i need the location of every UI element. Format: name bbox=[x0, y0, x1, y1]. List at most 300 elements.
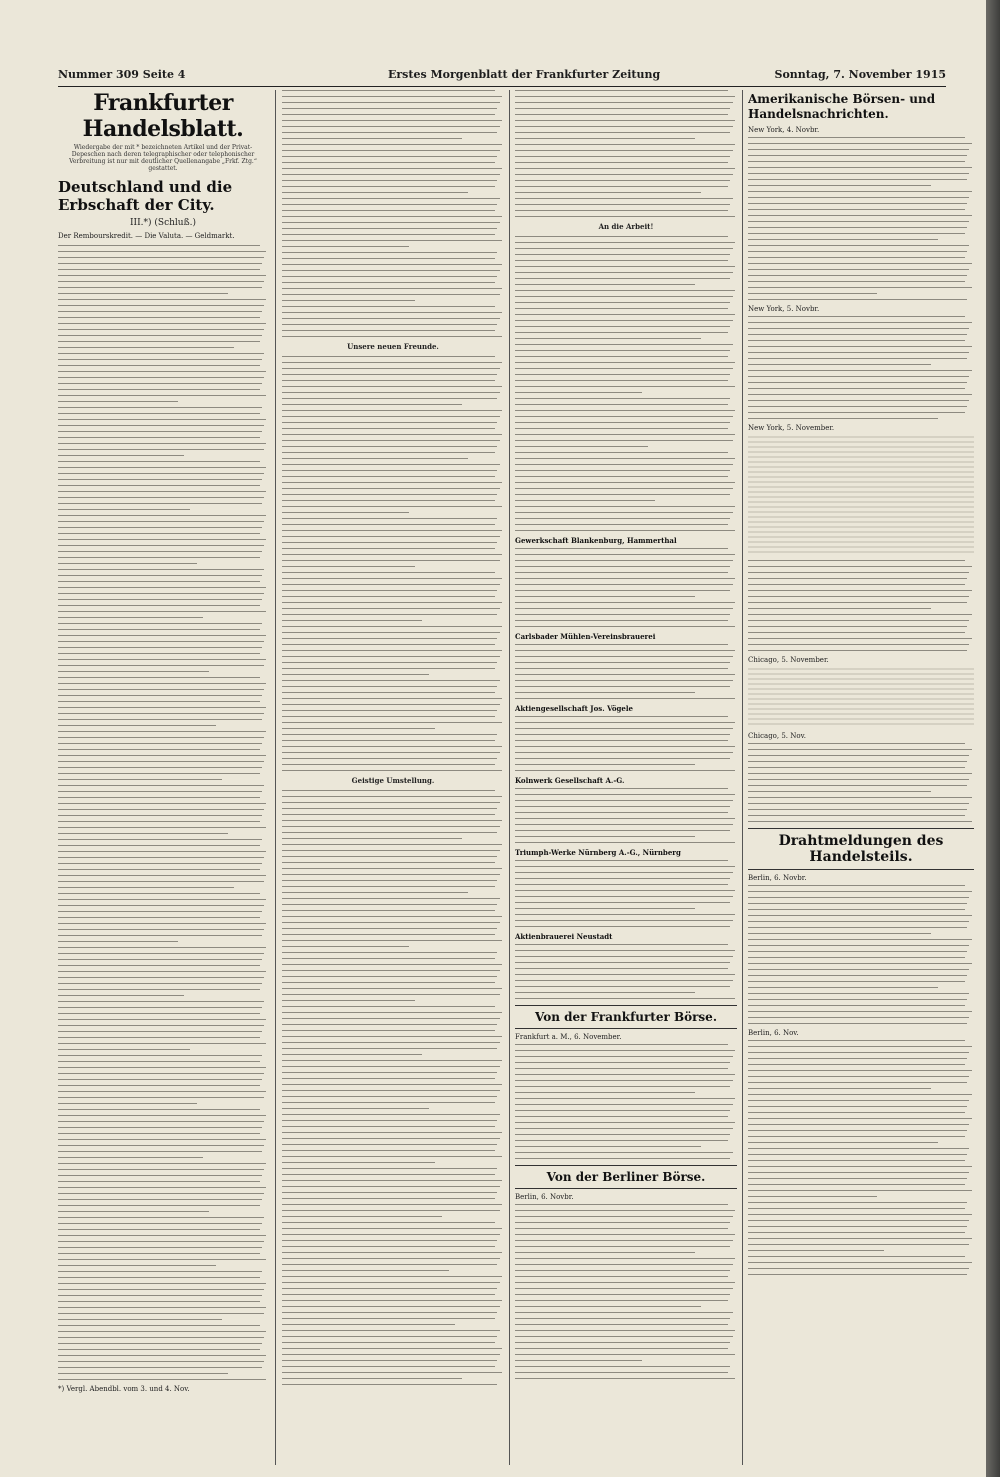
text-line bbox=[58, 743, 262, 744]
market-report bbox=[515, 1044, 737, 1159]
text-line bbox=[58, 911, 262, 912]
text-line bbox=[282, 874, 500, 875]
text-line bbox=[282, 482, 502, 483]
text-line bbox=[282, 1336, 497, 1337]
text-line bbox=[748, 1256, 965, 1257]
market-report bbox=[748, 743, 974, 822]
text-line bbox=[515, 1152, 733, 1153]
text-line bbox=[282, 572, 495, 573]
market-report bbox=[515, 1204, 737, 1379]
text-line bbox=[515, 926, 730, 927]
text-line bbox=[58, 815, 262, 816]
text-line bbox=[58, 467, 266, 468]
text-line bbox=[282, 826, 500, 827]
text-line bbox=[748, 626, 967, 627]
text-line bbox=[515, 506, 735, 507]
section-heading: An die Arbeit! bbox=[598, 222, 654, 231]
text-line bbox=[515, 746, 735, 747]
text-line bbox=[515, 1324, 728, 1325]
text-line bbox=[515, 692, 695, 693]
text-line bbox=[282, 584, 500, 585]
text-line bbox=[748, 761, 967, 762]
text-line bbox=[58, 1295, 262, 1296]
dateline: Frankfurt a. M., 6. November. bbox=[515, 1033, 622, 1041]
text-line bbox=[58, 941, 178, 942]
text-line bbox=[282, 440, 500, 441]
dateline: Chicago, 5. Nov. bbox=[748, 732, 806, 740]
newspaper-name: Erstes Morgenblatt der Frankfurter Zeitung bbox=[388, 68, 661, 81]
text-line bbox=[748, 382, 967, 383]
text-line bbox=[282, 1126, 495, 1127]
text-line bbox=[282, 494, 497, 495]
text-line bbox=[515, 344, 733, 345]
text-line bbox=[58, 869, 260, 870]
text-line bbox=[748, 975, 967, 976]
text-line bbox=[282, 336, 502, 337]
text-line bbox=[58, 1193, 264, 1194]
text-line bbox=[515, 1330, 735, 1331]
text-line bbox=[515, 530, 735, 531]
text-line bbox=[58, 833, 228, 834]
text-line bbox=[58, 521, 264, 522]
text-line bbox=[282, 294, 500, 295]
text-line bbox=[515, 914, 735, 915]
text-line bbox=[282, 940, 502, 941]
text-line bbox=[58, 1379, 266, 1380]
market-report bbox=[748, 560, 974, 651]
text-line bbox=[282, 126, 500, 127]
text-line bbox=[748, 263, 972, 264]
text-line bbox=[748, 578, 967, 579]
text-line bbox=[515, 920, 733, 921]
text-line bbox=[515, 554, 735, 555]
text-line bbox=[282, 898, 500, 899]
text-line bbox=[515, 1312, 733, 1313]
text-line bbox=[58, 1115, 266, 1116]
text-line bbox=[748, 1238, 972, 1239]
text-line bbox=[748, 915, 972, 916]
text-line bbox=[515, 386, 735, 387]
text-line bbox=[748, 1094, 972, 1095]
text-line bbox=[748, 897, 969, 898]
text-line bbox=[515, 120, 735, 121]
text-line bbox=[282, 422, 497, 423]
text-line bbox=[748, 1226, 967, 1227]
text-line bbox=[58, 275, 266, 276]
column-1 bbox=[58, 90, 268, 1465]
text-line bbox=[58, 1013, 260, 1014]
text-line bbox=[282, 1210, 500, 1211]
text-line bbox=[748, 566, 972, 567]
text-line bbox=[748, 251, 967, 252]
text-line bbox=[748, 1130, 967, 1131]
text-line bbox=[748, 933, 931, 934]
text-line bbox=[515, 764, 695, 765]
text-line bbox=[515, 314, 735, 315]
text-line bbox=[282, 808, 497, 809]
text-line bbox=[515, 602, 735, 603]
text-line bbox=[748, 903, 967, 904]
text-line bbox=[515, 368, 733, 369]
text-line bbox=[748, 394, 972, 395]
article-title: Deutschland und die Erbschaft der City. bbox=[58, 178, 233, 214]
text-line bbox=[748, 779, 969, 780]
section-heading: Geistige Umstellung. bbox=[351, 776, 435, 785]
text-line bbox=[282, 1342, 495, 1343]
text-line bbox=[748, 143, 972, 144]
text-line bbox=[748, 614, 972, 615]
text-line bbox=[282, 1174, 495, 1175]
text-line bbox=[515, 272, 733, 273]
text-line bbox=[515, 998, 735, 999]
text-line bbox=[58, 1307, 266, 1308]
text-line bbox=[515, 830, 730, 831]
text-line bbox=[58, 497, 264, 498]
text-line bbox=[282, 602, 502, 603]
text-line bbox=[282, 300, 415, 301]
text-line bbox=[748, 1274, 967, 1275]
text-line bbox=[282, 1120, 497, 1121]
text-line bbox=[515, 362, 735, 363]
text-line bbox=[515, 680, 733, 681]
text-line bbox=[515, 1086, 730, 1087]
text-line bbox=[58, 377, 264, 378]
text-line bbox=[282, 886, 495, 887]
text-line bbox=[748, 584, 965, 585]
text-line bbox=[282, 1180, 502, 1181]
text-line bbox=[282, 880, 497, 881]
text-line bbox=[282, 1006, 495, 1007]
company-heading: Aktiengesellschaft Jos. Vögele bbox=[515, 704, 634, 713]
company-report bbox=[515, 644, 737, 699]
text-line bbox=[515, 1074, 735, 1075]
text-line bbox=[515, 716, 728, 717]
text-line bbox=[748, 167, 972, 168]
text-line bbox=[58, 587, 266, 588]
text-line bbox=[515, 962, 730, 963]
text-line bbox=[515, 734, 730, 735]
text-line bbox=[282, 1258, 500, 1259]
text-line bbox=[58, 857, 264, 858]
text-line bbox=[748, 287, 972, 288]
text-line bbox=[282, 1252, 502, 1253]
text-line bbox=[58, 353, 264, 354]
text-line bbox=[58, 929, 264, 930]
text-line bbox=[748, 927, 967, 928]
text-line bbox=[515, 296, 733, 297]
text-line bbox=[58, 1187, 266, 1188]
article-part: III.*) (Schluß.) bbox=[130, 218, 196, 228]
text-line bbox=[515, 1306, 701, 1307]
text-line bbox=[282, 964, 502, 965]
text-line bbox=[515, 470, 730, 471]
text-line bbox=[282, 892, 468, 893]
text-line bbox=[58, 791, 262, 792]
text-line bbox=[58, 365, 260, 366]
text-line bbox=[282, 1318, 495, 1319]
text-line bbox=[282, 1240, 497, 1241]
text-line bbox=[58, 935, 262, 936]
text-line bbox=[515, 578, 735, 579]
text-line bbox=[282, 392, 500, 393]
text-line bbox=[515, 1210, 735, 1211]
text-line bbox=[58, 413, 260, 414]
text-line bbox=[748, 293, 877, 294]
text-line bbox=[748, 1160, 965, 1161]
text-line bbox=[282, 488, 500, 489]
text-line bbox=[282, 318, 500, 319]
text-line bbox=[515, 1080, 733, 1081]
text-line bbox=[515, 126, 733, 127]
text-line bbox=[515, 90, 728, 91]
text-line bbox=[58, 581, 260, 582]
text-line bbox=[58, 719, 262, 720]
text-line bbox=[515, 884, 728, 885]
text-line bbox=[58, 1349, 260, 1350]
text-line bbox=[58, 1169, 264, 1170]
dateline: Berlin, 6. Nov. bbox=[748, 1029, 799, 1037]
text-line bbox=[282, 1300, 502, 1301]
text-line bbox=[58, 1079, 262, 1080]
text-line bbox=[515, 434, 735, 435]
text-line bbox=[282, 994, 500, 995]
text-line bbox=[748, 173, 969, 174]
text-line bbox=[748, 987, 938, 988]
text-line bbox=[58, 629, 260, 630]
text-line bbox=[748, 257, 965, 258]
text-line bbox=[58, 1337, 264, 1338]
text-line bbox=[282, 698, 502, 699]
column-2 bbox=[282, 90, 504, 1465]
text-line bbox=[58, 1205, 260, 1206]
text-line bbox=[515, 836, 695, 837]
company-heading: Carlsbader Mühlen-Vereinsbrauerei bbox=[515, 632, 656, 641]
text-line bbox=[748, 1052, 969, 1053]
article-body bbox=[282, 90, 504, 337]
text-line bbox=[282, 982, 495, 983]
text-line bbox=[748, 1023, 967, 1024]
text-line bbox=[748, 1136, 965, 1137]
text-line bbox=[748, 909, 965, 910]
text-line bbox=[282, 458, 468, 459]
text-line bbox=[748, 376, 969, 377]
text-line bbox=[515, 524, 728, 525]
reprint-notice: Wiedergabe der mit * bezeichneten Artikel und der Privat-Depeschen nach deren telegraphischer oder telephonischer Verbreitung ist nur mit deutlicher Quellenangabe „Frkf. Ztg.“ gestattet. bbox=[69, 144, 257, 172]
text-line bbox=[282, 368, 500, 369]
text-line bbox=[515, 138, 695, 139]
text-line bbox=[748, 275, 967, 276]
header-rule bbox=[58, 86, 946, 87]
text-line bbox=[515, 806, 730, 807]
text-line bbox=[58, 1277, 260, 1278]
text-line bbox=[748, 773, 972, 774]
text-line bbox=[515, 428, 728, 429]
text-line bbox=[515, 266, 735, 267]
text-line bbox=[515, 674, 735, 675]
text-line bbox=[282, 856, 497, 857]
text-line bbox=[282, 716, 495, 717]
text-line bbox=[282, 1168, 497, 1169]
text-line bbox=[58, 431, 262, 432]
text-line bbox=[58, 1145, 264, 1146]
text-line bbox=[748, 400, 969, 401]
text-line bbox=[58, 1019, 266, 1020]
text-line bbox=[748, 1088, 931, 1089]
text-line bbox=[748, 1064, 965, 1065]
text-line bbox=[282, 156, 497, 157]
text-line bbox=[515, 686, 730, 687]
text-line bbox=[748, 797, 972, 798]
text-line bbox=[515, 278, 730, 279]
text-line bbox=[748, 891, 972, 892]
text-line bbox=[515, 548, 728, 549]
text-line bbox=[748, 809, 967, 810]
text-line bbox=[58, 1223, 262, 1224]
text-line bbox=[515, 1216, 733, 1217]
text-line bbox=[515, 986, 730, 987]
company-report bbox=[515, 716, 737, 771]
text-line bbox=[282, 144, 502, 145]
text-line bbox=[282, 662, 497, 663]
text-line bbox=[282, 692, 495, 693]
text-line bbox=[282, 1072, 497, 1073]
text-line bbox=[58, 1241, 264, 1242]
text-line bbox=[282, 96, 502, 97]
text-line bbox=[282, 644, 495, 645]
text-line bbox=[282, 1024, 497, 1025]
text-line bbox=[282, 506, 502, 507]
text-line bbox=[748, 815, 965, 816]
text-line bbox=[58, 803, 266, 804]
text-line bbox=[515, 302, 730, 303]
text-line bbox=[282, 1144, 497, 1145]
text-line bbox=[58, 809, 264, 810]
text-line bbox=[748, 203, 967, 204]
column-3 bbox=[515, 90, 737, 1465]
text-line bbox=[58, 875, 266, 876]
text-line bbox=[515, 1092, 695, 1093]
text-line bbox=[58, 1055, 262, 1056]
text-line bbox=[58, 335, 262, 336]
text-line bbox=[282, 1384, 497, 1385]
text-line bbox=[282, 102, 500, 103]
text-line bbox=[58, 287, 262, 288]
text-line bbox=[58, 1085, 260, 1086]
text-line bbox=[515, 210, 728, 211]
text-line bbox=[282, 946, 409, 947]
text-line bbox=[515, 326, 730, 327]
text-line bbox=[748, 590, 972, 591]
text-line bbox=[58, 995, 184, 996]
text-line bbox=[58, 701, 260, 702]
text-line bbox=[748, 602, 967, 603]
text-line bbox=[58, 905, 264, 906]
text-line bbox=[282, 330, 495, 331]
text-line bbox=[748, 1208, 965, 1209]
text-line bbox=[515, 162, 728, 163]
text-line bbox=[515, 410, 735, 411]
text-line bbox=[515, 132, 730, 133]
text-line bbox=[282, 312, 502, 313]
text-line bbox=[282, 1288, 497, 1289]
text-line bbox=[282, 1228, 502, 1229]
text-line bbox=[58, 761, 264, 762]
text-line bbox=[515, 698, 735, 699]
text-line bbox=[282, 1366, 495, 1367]
text-line bbox=[282, 416, 500, 417]
text-line bbox=[748, 620, 969, 621]
text-line bbox=[748, 803, 969, 804]
text-line bbox=[58, 839, 262, 840]
text-line bbox=[282, 404, 462, 405]
text-line bbox=[58, 863, 262, 864]
text-line bbox=[58, 977, 264, 978]
text-line bbox=[515, 1252, 695, 1253]
text-line bbox=[515, 192, 701, 193]
text-line bbox=[282, 904, 497, 905]
text-line bbox=[58, 1043, 266, 1044]
text-line bbox=[282, 976, 497, 977]
text-line bbox=[58, 623, 262, 624]
text-line bbox=[282, 192, 468, 193]
text-line bbox=[282, 1096, 497, 1097]
text-line bbox=[58, 779, 222, 780]
text-line bbox=[282, 710, 497, 711]
text-line bbox=[282, 258, 495, 259]
text-line bbox=[282, 306, 495, 307]
text-line bbox=[282, 1222, 495, 1223]
text-line bbox=[515, 1110, 730, 1111]
column-4 bbox=[748, 90, 974, 1465]
text-line bbox=[282, 1312, 497, 1313]
text-line bbox=[282, 910, 495, 911]
price-table bbox=[748, 668, 974, 728]
text-line bbox=[58, 653, 260, 654]
text-line bbox=[282, 1132, 502, 1133]
text-line bbox=[282, 1060, 502, 1061]
text-line bbox=[282, 1282, 500, 1283]
text-line bbox=[282, 452, 495, 453]
text-line bbox=[58, 755, 266, 756]
text-line bbox=[282, 988, 502, 989]
text-line bbox=[58, 341, 260, 342]
text-line bbox=[58, 389, 260, 390]
text-line bbox=[748, 939, 972, 940]
text-line bbox=[748, 328, 969, 329]
text-line bbox=[515, 656, 733, 657]
text-line bbox=[282, 916, 502, 917]
text-line bbox=[515, 974, 735, 975]
text-line bbox=[515, 1146, 701, 1147]
dateline: New York, 5. November. bbox=[748, 424, 835, 432]
text-line bbox=[282, 1216, 442, 1217]
text-line bbox=[58, 737, 264, 738]
text-line bbox=[58, 1001, 264, 1002]
text-line bbox=[748, 1017, 969, 1018]
article-body bbox=[515, 236, 737, 531]
text-line bbox=[58, 1175, 262, 1176]
text-line bbox=[515, 794, 735, 795]
text-line bbox=[515, 1288, 733, 1289]
text-line bbox=[58, 563, 197, 564]
text-line bbox=[282, 790, 495, 791]
text-line bbox=[58, 1133, 260, 1134]
text-line bbox=[748, 388, 965, 389]
text-line bbox=[58, 1253, 260, 1254]
text-line bbox=[748, 269, 969, 270]
text-line bbox=[515, 150, 733, 151]
text-line bbox=[748, 791, 931, 792]
